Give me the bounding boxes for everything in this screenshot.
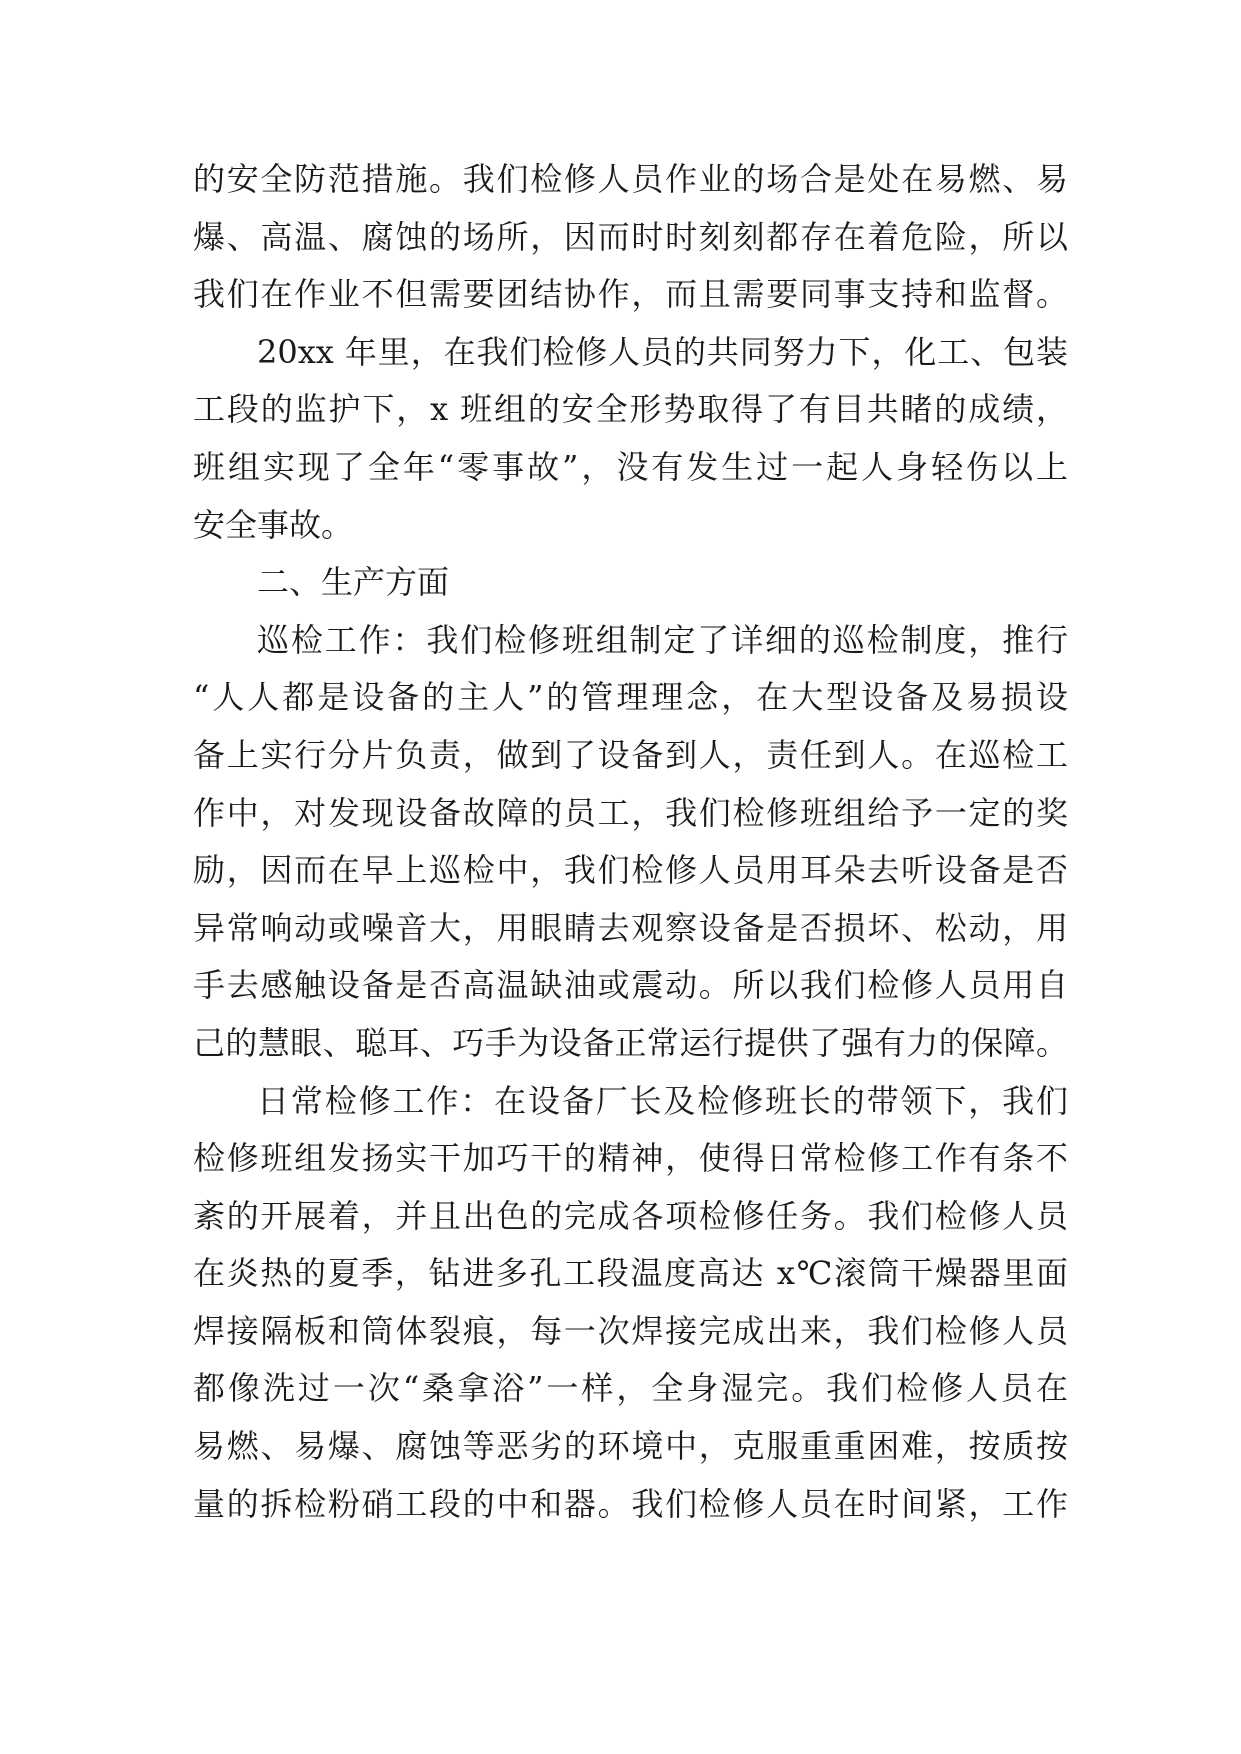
text-line: 的安全防范措施。我们检修人员作业的场合是处在易燃、易 <box>193 160 1068 198</box>
text-line: 作中，对发现设备故障的员工，我们检修班组给予一定的奖 <box>193 793 1068 832</box>
text-line: “人人都是设备的主人”的管理理念，在大型设备及易损设 <box>193 678 1068 717</box>
text-line: 巡检工作：我们检修班组制定了详细的巡检制度，推行 <box>257 620 1068 659</box>
text-line: 日常检修工作：在设备厂长及检修班长的带领下，我们 <box>257 1081 1068 1120</box>
text-line: 20xx 年里，在我们检修人员的共同努力下，化工、包装 <box>257 332 1068 371</box>
text-line: 爆、高温、腐蚀的场所，因而时时刻刻都存在着危险，所以 <box>193 217 1068 256</box>
text-line: 手去感触设备是否高温缺油或震动。所以我们检修人员用自 <box>193 966 1068 1005</box>
text-line: 量的拆检粉硝工段的中和器。我们检修人员在时间紧，工作 <box>193 1484 1068 1523</box>
text-line: 我们在作业不但需要团结协作，而且需要同事支持和监督。 <box>193 275 1068 314</box>
text-line: 励，因而在早上巡检中，我们检修人员用耳朵去听设备是否 <box>193 851 1068 890</box>
text-line: 工段的监护下，x 班组的安全形势取得了有目共睹的成绩， <box>193 390 1068 429</box>
text-line: 在炎热的夏季，钻进多孔工段温度高达 x℃滚筒干燥器里面 <box>193 1254 1068 1293</box>
text-line: 班组实现了全年“零事故”，没有发生过一起人身轻伤以上 <box>193 447 1068 486</box>
text-line: 都像洗过一次“桑拿浴”一样，全身湿完。我们检修人员在 <box>193 1369 1068 1408</box>
text-line: 紊的开展着，并且出色的完成各项检修任务。我们检修人员 <box>193 1196 1068 1235</box>
text-line: 焊接隔板和筒体裂痕，每一次焊接完成出来，我们检修人员 <box>193 1311 1068 1350</box>
text-line: 检修班组发扬实干加巧干的精神，使得日常检修工作有条不 <box>193 1139 1068 1178</box>
text-line: 易燃、易爆、腐蚀等恶劣的环境中，克服重重困难，按质按 <box>193 1427 1068 1466</box>
text-line: 安全事故。 <box>193 505 354 544</box>
text-line: 二、生产方面 <box>257 563 450 602</box>
text-line: 己的慧眼、聪耳、巧手为设备正常运行提供了强有力的保障。 <box>193 1023 1068 1062</box>
text-line: 异常响动或噪音大，用眼睛去观察设备是否损坏、松动，用 <box>193 908 1068 947</box>
body-text <box>193 151 1068 1533</box>
text-line: 备上实行分片负责，做到了设备到人，责任到人。在巡检工 <box>193 735 1068 774</box>
